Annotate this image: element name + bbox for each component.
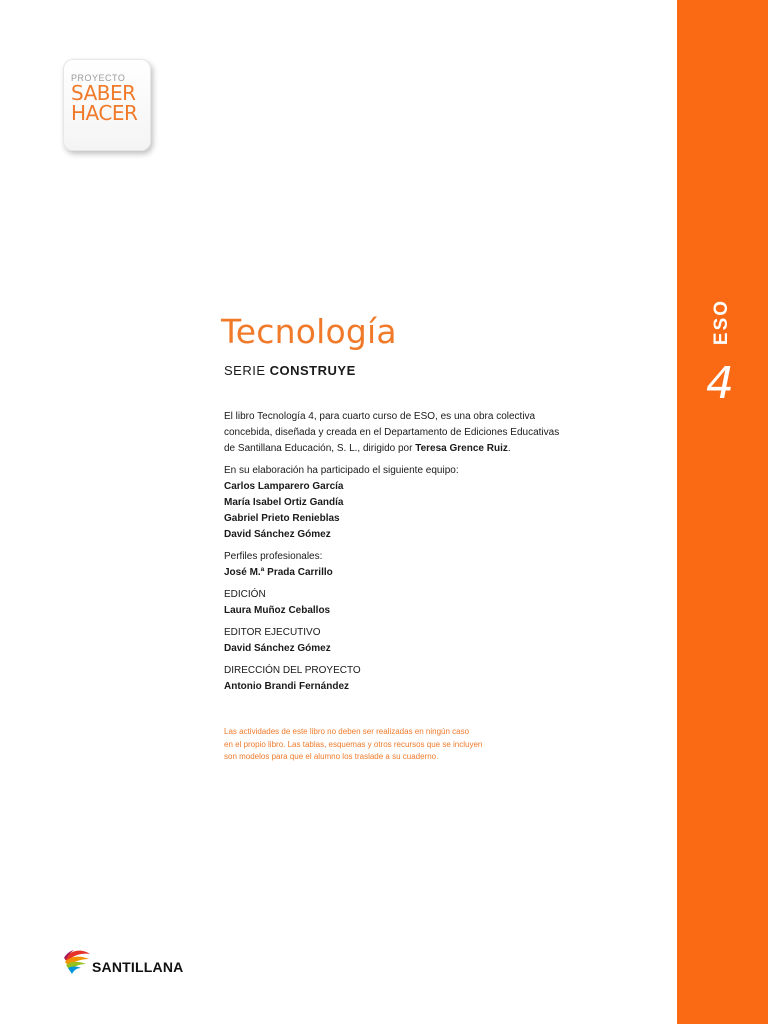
intro-paragraph bbox=[224, 409, 564, 457]
note-line-2: en el propio libro. Las tablas, esquemas y otros recursos que se incluyen bbox=[224, 739, 483, 749]
executive-editor-section bbox=[224, 625, 564, 657]
team-member: Carlos Lamparero García bbox=[224, 481, 344, 492]
team-member: Gabriel Prieto Renieblas bbox=[224, 513, 340, 524]
series-line bbox=[224, 363, 356, 378]
series-prefix: SERIE bbox=[224, 363, 270, 378]
intro-line-1: El libro Tecnología 4, para cuarto curso de ESO, es una obra colectiva bbox=[224, 411, 536, 422]
project-direction-section bbox=[224, 663, 564, 695]
team-member: David Sánchez Gómez bbox=[224, 529, 331, 540]
edition-label: EDICIÓN bbox=[224, 589, 266, 600]
logo-line-hacer: HACER bbox=[71, 101, 138, 125]
activities-note bbox=[224, 726, 524, 764]
orange-side-band bbox=[677, 0, 768, 1024]
profiles-section bbox=[224, 549, 564, 581]
saber-hacer-logo bbox=[63, 59, 151, 151]
intro-line-3-text: de Santillana Educación, S. L., dirigido por bbox=[224, 443, 416, 454]
edition-name: Laura Muñoz Ceballos bbox=[224, 605, 331, 616]
edition-section bbox=[224, 587, 564, 619]
series-name: CONSTRUYE bbox=[269, 363, 356, 378]
profiles-label: Perfiles profesionales: bbox=[224, 551, 323, 562]
project-direction-label: DIRECCIÓN DEL PROYECTO bbox=[224, 665, 361, 676]
publisher-name: SANTILLANA bbox=[92, 959, 184, 975]
team-member: María Isabel Ortiz Gandía bbox=[224, 497, 344, 508]
profiles-name: José M.ª Prada Carrillo bbox=[224, 567, 333, 578]
team-label: En su elaboración ha participado el siguiente equipo: bbox=[224, 465, 459, 476]
executive-editor-name: David Sánchez Gómez bbox=[224, 643, 331, 654]
santillana-logo-icon bbox=[62, 946, 92, 976]
credits-block bbox=[224, 409, 564, 695]
team-section bbox=[224, 463, 564, 543]
eso-label: ESO bbox=[711, 298, 732, 346]
book-title: Tecnología bbox=[221, 312, 397, 351]
intro-line-3-end: . bbox=[507, 443, 511, 454]
note-line-1: Las actividades de este libro no deben ser realizadas en ningún caso bbox=[224, 727, 470, 736]
note-line-3: son modelos para que el alumno los traslade a su cuaderno. bbox=[224, 752, 439, 761]
santillana-brand bbox=[62, 945, 183, 977]
intro-line-3 bbox=[224, 441, 564, 457]
executive-editor-label: EDITOR EJECUTIVO bbox=[224, 627, 321, 638]
logo-line-proyecto: PROYECTO bbox=[71, 73, 126, 83]
director-name: Teresa Grence Ruiz bbox=[415, 443, 508, 454]
project-direction-name: Antonio Brandi Fernández bbox=[224, 681, 349, 692]
grade-number: 4 bbox=[706, 358, 734, 409]
logo-line-saber: SABER bbox=[71, 81, 136, 105]
intro-line-2: concebida, diseñada y creada en el Departamento de Ediciones Educativas bbox=[224, 427, 560, 438]
